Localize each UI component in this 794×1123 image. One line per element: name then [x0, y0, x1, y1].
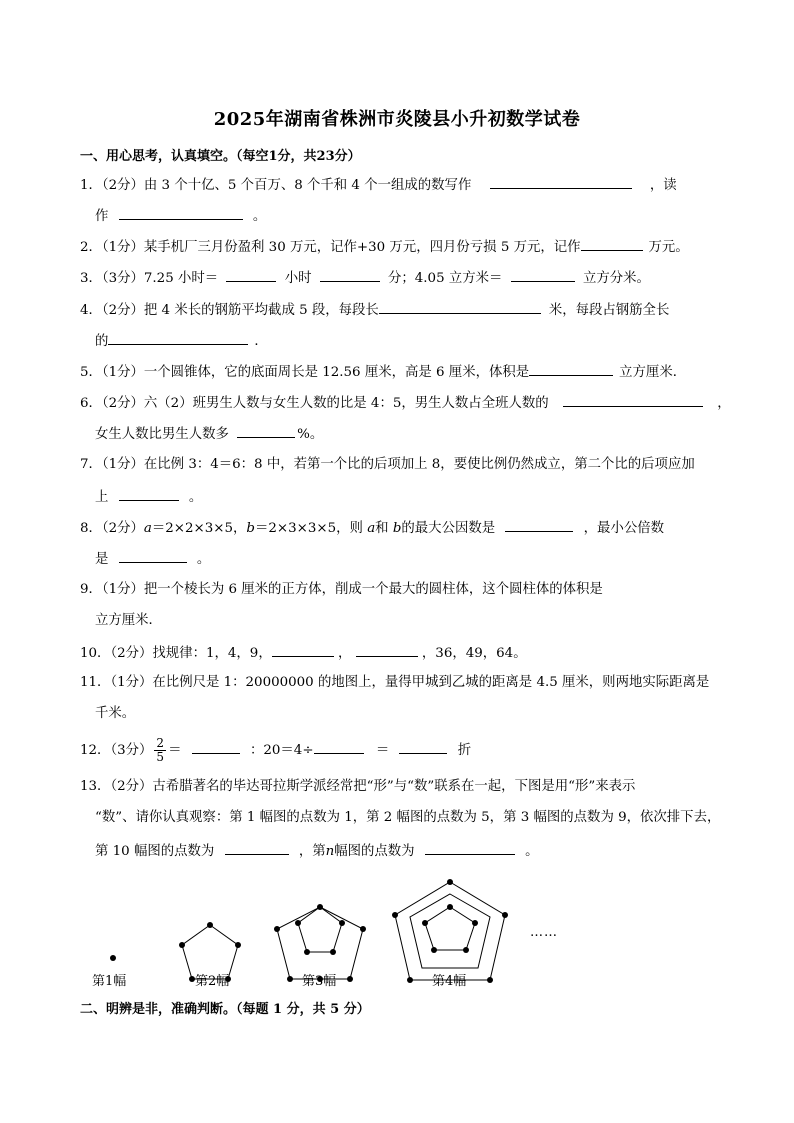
question-4: 4．（2分）把 4 米长的钢筋平均截成 5 段，每段长 米，每段占钢筋全长: [80, 299, 669, 321]
pentagon-dot-figures: [80, 862, 720, 992]
section-2-heading: 二、明辨是非，准确判断。（每题 1 分，共 5 分）: [80, 1002, 370, 1017]
ellipsis: ……: [530, 925, 558, 940]
question-6: 6．（2分）六（2）班男生人数与女生人数的比是 4：5，男生人数占全班人数的 ，: [80, 392, 731, 414]
answer-blank[interactable]: [563, 392, 703, 407]
question-13-cont1: “数”、请你认真观察：第 1 幅图的点数为 1，第 2 幅图的点数为 5，第 3 幅图的点数为 9，依次排下去，: [95, 810, 721, 825]
figure-label-4: 第4幅: [432, 974, 467, 989]
question-8: 8．（2分）a＝2×2×3×5，b＝2×3×3×5，则 a和 b的最大公因数是 ，最小公倍数: [80, 517, 664, 539]
answer-blank[interactable]: [272, 642, 334, 657]
question-7: 7．（1分）在比例 3：4＝6：8 中，若第一个比的后项加上 8，要使比例仍然成立，第二个比的后项应加: [80, 457, 695, 472]
question-1: 1．（2分）由 3 个十亿、5 个百万、8 个千和 4 个一组成的数写作 ，读: [80, 174, 677, 196]
figure-label-3: 第3幅: [302, 974, 337, 989]
answer-blank[interactable]: [119, 486, 179, 501]
answer-blank[interactable]: [505, 517, 573, 532]
answer-blank[interactable]: [119, 548, 187, 563]
question-11: 11．（1分）在比例尺是 1：20000000 的地图上，量得甲城到乙城的距离是 4.5 厘米，则两地实际距离是: [80, 675, 710, 690]
question-9: 9．（1分）把一个棱长为 6 厘米的正方体，削成一个最大的圆柱体，这个圆柱体的体积是: [80, 582, 603, 597]
question-5: 5．（1分）一个圆锥体，它的底面周长是 12.56 厘米，高是 6 厘米，体积是 立方厘米．: [80, 361, 686, 383]
answer-blank[interactable]: [119, 205, 243, 220]
figure-label-1: 第1幅: [92, 974, 127, 989]
answer-blank[interactable]: [581, 236, 643, 251]
answer-blank[interactable]: [399, 739, 447, 754]
answer-blank[interactable]: [511, 267, 575, 282]
question-6-cont: 女生人数比男生人数多 %。: [95, 423, 323, 445]
question-1-cont: 作 。: [95, 205, 266, 227]
exam-title: 2025年湖南省株洲市炎陵县小升初数学试卷: [213, 109, 581, 130]
question-2: 2．（1分）某手机厂三月份盈利 30 万元，记作+30 万元，四月份亏损 5 万元，记作 万元。: [80, 236, 689, 258]
question-13: 13．（2分）古希腊著名的毕达哥拉斯学派经常把“形”与“数”联系在一起，下图是用“形”来表示: [80, 779, 636, 794]
question-10: 10．（2分）找规律：1，4，9， ， ，36，49，64。: [80, 642, 527, 664]
answer-blank[interactable]: [356, 642, 418, 657]
section-1-heading: 一、用心思考，认真填空。（每空1分，共23分）: [80, 149, 361, 164]
answer-blank[interactable]: [226, 267, 276, 282]
answer-blank[interactable]: [529, 361, 613, 376]
question-13-cont2: 第 10 幅图的点数为 ，第n幅图的点数为 。: [95, 840, 539, 862]
answer-blank[interactable]: [237, 423, 295, 438]
answer-blank[interactable]: [314, 739, 364, 754]
figure-label-2: 第2幅: [195, 974, 230, 989]
fraction: $\frac{2}{5}$: [156, 736, 165, 764]
question-12: 12．（3分） $\frac{2}{5}$ ＝ ：20＝4÷ ＝ 折: [80, 736, 472, 764]
question-11-cont: 千米。: [95, 706, 136, 721]
answer-blank[interactable]: [192, 739, 240, 754]
question-3: 3．（3分）7.25 小时＝ 小时 分；4.05 立方米＝ 立方分米。: [80, 267, 650, 289]
question-4-cont: 的 ．: [95, 330, 268, 352]
answer-blank[interactable]: [320, 267, 380, 282]
answer-blank[interactable]: [490, 174, 632, 189]
question-7-cont: 上 。: [95, 486, 202, 508]
answer-blank[interactable]: [108, 330, 248, 345]
answer-blank[interactable]: [379, 299, 541, 314]
answer-blank[interactable]: [225, 840, 289, 855]
question-8-cont: 是 。: [95, 548, 210, 570]
answer-blank[interactable]: [425, 840, 515, 855]
question-9-cont: 立方厘米．: [95, 613, 162, 628]
